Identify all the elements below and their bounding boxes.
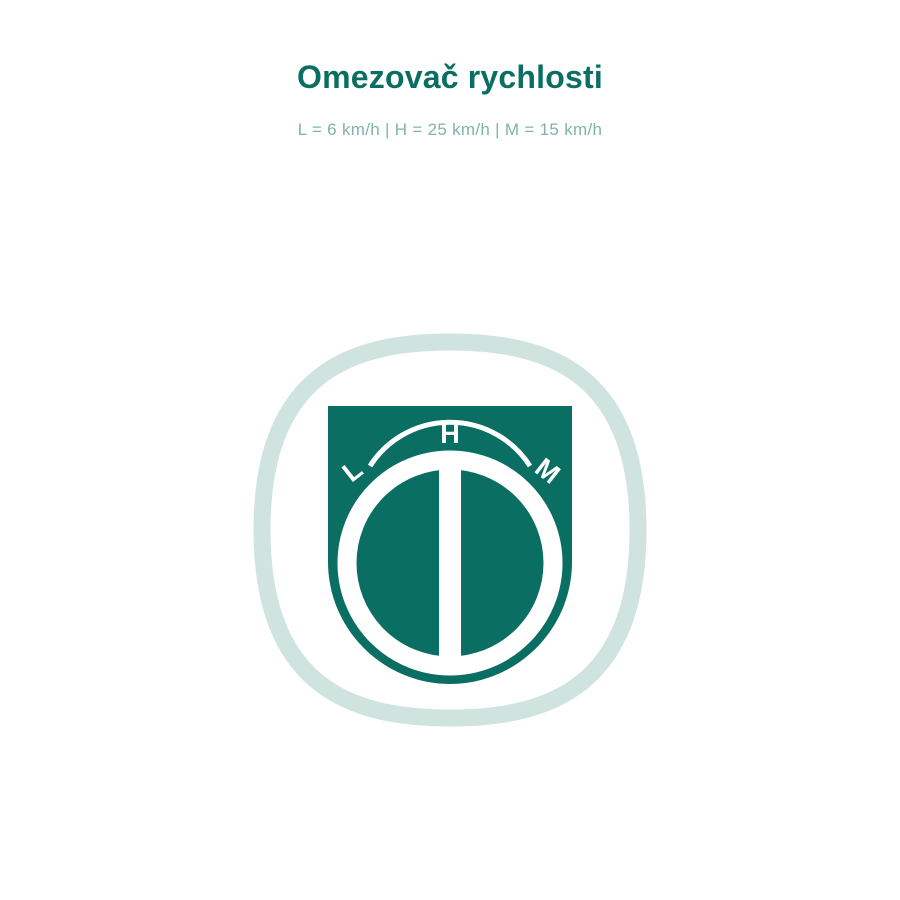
- page-title: Omezovač rychlosti: [297, 59, 603, 95]
- dial-pointer-bar: [439, 458, 461, 670]
- dial-label-center: H: [440, 419, 460, 449]
- dial-label-right: M: [529, 452, 566, 490]
- page-subtitle: L = 6 km/h | H = 25 km/h | M = 15 km/h: [297, 120, 603, 140]
- speed-limiter-dial-icon: [250, 330, 650, 730]
- dial-label-left: L: [336, 454, 369, 488]
